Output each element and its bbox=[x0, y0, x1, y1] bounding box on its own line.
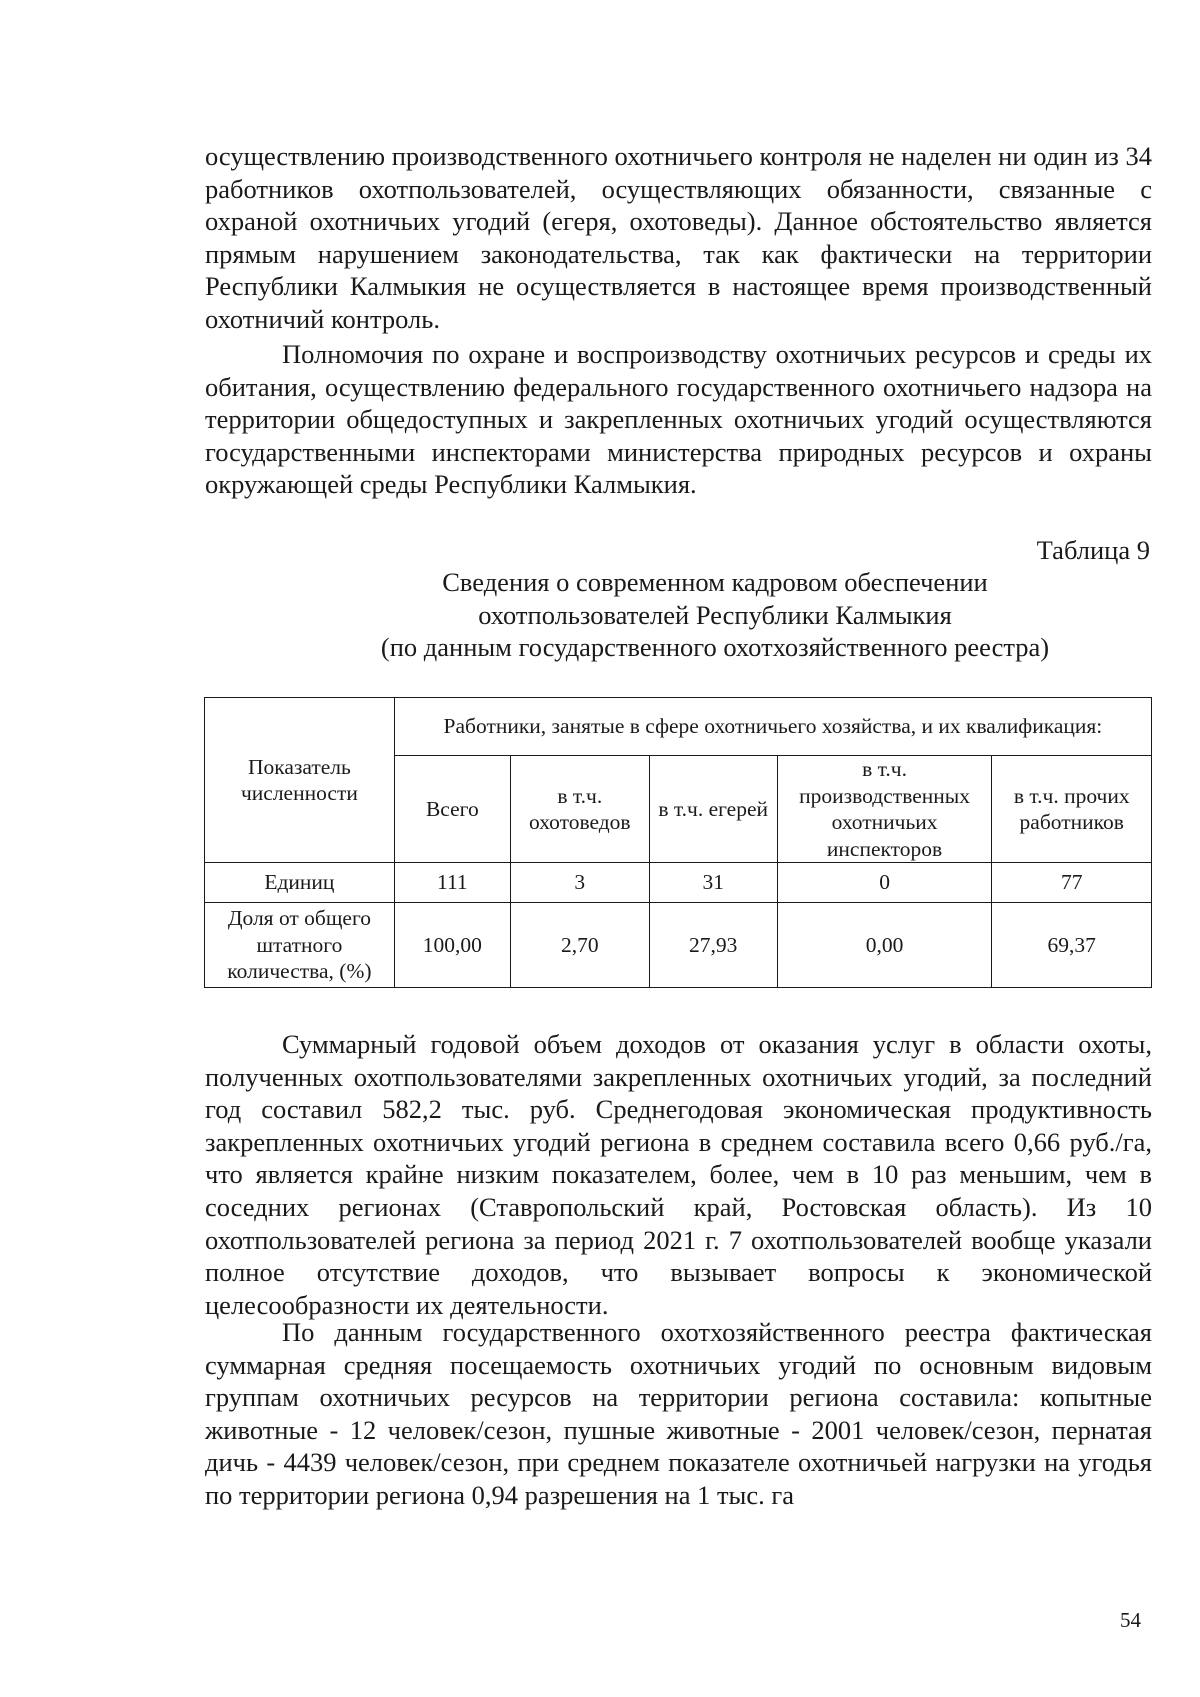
paragraph-1: осуществлению производственного охотничьего контроля не наделен ни один из 34 работников охотпользователей, осуществляющих обязанности, связанные с охраной охотничьих угодий (егеря, охотоведы). Данное обстоятельство является прямым нарушением законодательства, так как фактически на территории Республики Калмыкия не осуществляется в настоящее время производственный охотничий контроль. bbox=[205, 141, 1152, 334]
table-cell: 69,37 bbox=[992, 903, 1152, 988]
table-cell: 27,93 bbox=[649, 903, 777, 988]
table-cell: 77 bbox=[992, 863, 1152, 903]
table-title-line-3: (по данным государственного охотхозяйственного реестра) bbox=[380, 632, 1050, 663]
table-title bbox=[300, 566, 1130, 664]
table-title-line-2: охотпользователей Республики Калмыкия bbox=[478, 599, 952, 630]
table-header-row-1 bbox=[205, 698, 1152, 756]
page-number: 54 bbox=[1120, 1608, 1141, 1632]
table-row bbox=[205, 903, 1152, 988]
group-header-cell: Работники, занятые в сфере охотничьего хозяйства, и их квалификация: bbox=[394, 698, 1151, 756]
row-label: Доля от общего штатного количества, (%) bbox=[205, 903, 395, 988]
column-header: Всего bbox=[394, 756, 510, 863]
column-header: в т.ч. прочих работников bbox=[992, 756, 1152, 863]
row-header-cell: Показатель численности bbox=[205, 698, 395, 863]
table-cell: 3 bbox=[510, 863, 649, 903]
table-cell: 0,00 bbox=[777, 903, 992, 988]
table-cell: 2,70 bbox=[510, 903, 649, 988]
paragraph-3: Суммарный годовой объем доходов от оказания услуг в области охоты, полученных охотпользователями закрепленных охотничьих угодий, за последний год составил 582,2 тыс. руб. Среднегодовая экономическая продуктивность закрепленных охотничьих угодий региона в среднем составила всего 0,66 руб./га, что является крайне низким показателем, более, чем в 10 раз меньшим, чем в соседних регионах (Ставропольский край, Ростовская область). Из 10 охотпользователей региона за период 2021 г. 7 охотпользователей вообще указали полное отсутствие доходов, что вызывает вопросы к экономической целесообразности их деятельности. bbox=[205, 1029, 1152, 1320]
table-label: Таблица 9 bbox=[1036, 535, 1150, 565]
column-header: в т.ч. охотоведов bbox=[510, 756, 649, 863]
paragraph-2: Полномочия по охране и воспроизводству охотничьих ресурсов и среды их обитания, осуществлению федерального государственного охотничьего надзора на территории общедоступных и закрепленных охотничьих угодий осуществляются государственными инспекторами министерства природных ресурсов и охраны окружающей среды Республики Калмыкия. bbox=[205, 339, 1152, 500]
table-title-line-1: Сведения о современном кадровом обеспечении bbox=[442, 567, 988, 597]
table-cell: 111 bbox=[394, 863, 510, 903]
column-header: в т.ч. егерей bbox=[649, 756, 777, 863]
table-cell: 0 bbox=[777, 863, 992, 903]
paragraph-4: По данным государственного охотхозяйственного реестра фактическая суммарная средняя посещаемость охотничьих угодий по основным видовым группам охотничьих ресурсов на территории региона составила: копытные животные - 12 человек/сезон, пушные животные - 2001 человек/сезон, пернатая дичь - 4439 человек/сезон, при среднем показателе охотничьей нагрузки на угодья по территории региона 0,94 разрешения на 1 тыс. га bbox=[205, 1317, 1152, 1510]
table-cell: 100,00 bbox=[394, 903, 510, 988]
staffing-table bbox=[204, 697, 1152, 988]
column-header: в т.ч. производственных охотничьих инспекторов bbox=[777, 756, 992, 863]
row-label: Единиц bbox=[205, 863, 395, 903]
table-cell: 31 bbox=[649, 863, 777, 903]
table-row bbox=[205, 863, 1152, 903]
